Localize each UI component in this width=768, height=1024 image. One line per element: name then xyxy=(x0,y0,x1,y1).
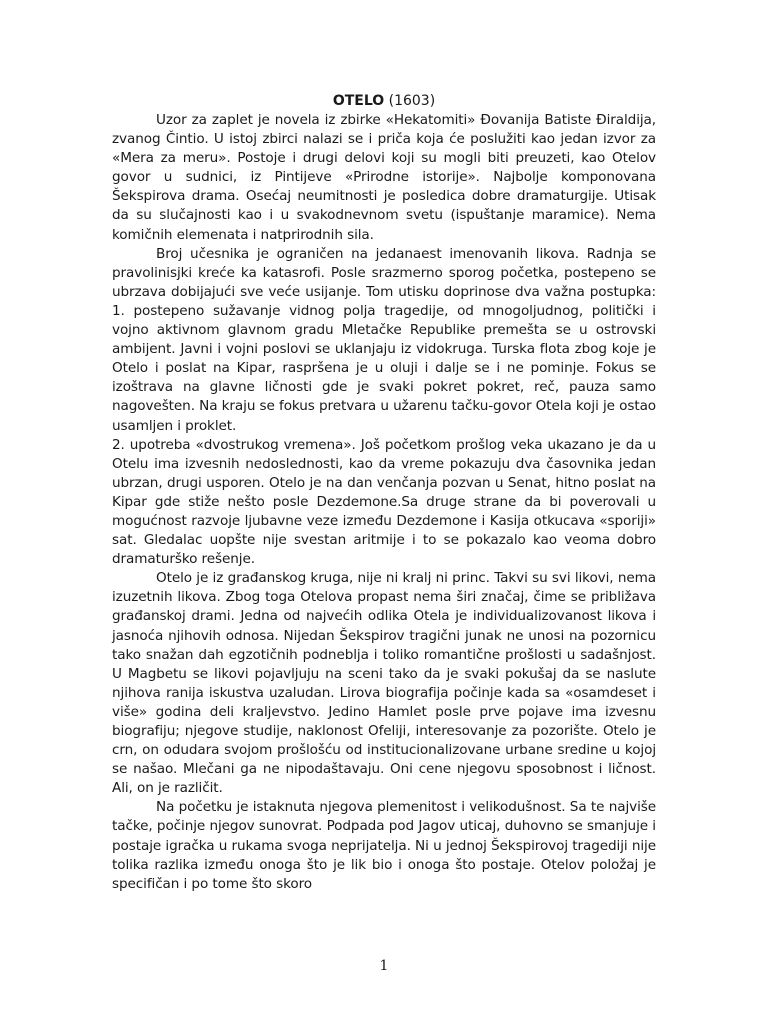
paragraph-3: 2. upotreba «dvostrukog vremena». Još početkom prošlog veka ukazano je da u Otelu ima izvesnih nedoslednosti, kao da vreme pokazuju dva časovnika jedan ubrzan, drugi usporen. Otelo je na dan venčanja pozvan u Senat, hitno poslat na Kipar gde stiže nešto posle Dezdemone.Sa druge strane da bi poverovali u mogućnost razvoje ljubavne veze između Dezdemone i Kasija otkucava «sporiji» sat. Gledalac uopšte nije svestan aritmije i to se pokazalo kao veoma dobro dramaturško rešenje. xyxy=(112,436,656,568)
page-number: 1 xyxy=(379,958,389,974)
document-year: (1603) xyxy=(388,93,436,109)
document-title: OTELO xyxy=(332,93,385,109)
paragraph-1: Uzor za zaplet je novela iz zbirke «Hekatomiti» Đovanija Batiste Điraldija, zvanog Čintio. U istoj zbirci nalazi se i priča koja će poslužiti kao jedan izvor za «Mera za meru». Postoje i drugi delovi koji su mogli biti preuzeti, kao Otelov govor u sudnici, iz Pintijeve «Prirodne istorije». Najbolje komponovana Šekspirova drama. Osećaj neumitnosti je posledica dobre dramaturgije. Utisak da su slučajnosti kao i u svakodnevnom svetu (ispuštanje maramice). Nema komičnih elemenata i natprirodnih sila. xyxy=(112,112,656,243)
paragraph-4: Otelo je iz građanskog kruga, nije ni kralj ni princ. Takvi su svi likovi, nema izuzetnih likova. Zbog toga Otelova propast nema širi značaj, čime se približava građanskoj drami. Jedna od najvećih odlika Otela je individualizovanost likova i jasnoća njihovih odnosa. Nijedan Šekspirov tragični junak ne unosi na pozornicu tako snažan dah egzotičnih podneblja i toliko romantične prošlosti u sadašnjost. U Magbetu se likovi pojavljuju na sceni tako da je svaki pokušaj da se naslute njihova ranija iskustva uzaludan. Lirova biografija počinje kada sa «osamdeset i više» godina deli kraljevstvo. Jedino Hamlet posle prve pojave ima izvesnu biografiju; njegove studije, naklonost Ofeliji, interesovanje za pozorište. Otelo je crn, on odudara svojom prošlošću od institucionalizovane urbane sredine u kojoj se našao. Mlečani ga ne nipodaštavaju. Oni cene njegovu sposobnost i ličnost. Ali, on je različit. xyxy=(112,570,656,797)
paragraph-5: Na početku je istaknuta njegova plemenitost i velikodušnost. Sa te najviše tačke, počinje njegov sunovrat. Podpada pod Jagov uticaj, duhovno se smanjuje i postaje igračka u rukama svoga neprijatelja. Ni u jednoj Šekspirovoj tragediji nije tolika razlika između onoga što je lik bio i onoga što postaje. Otelov položaj je specifičan i po tome što skoro xyxy=(112,799,656,892)
document-heading xyxy=(112,92,656,111)
document-page xyxy=(112,92,656,894)
paragraph-2: Broj učesnika je ograničen na jedanaest imenovanih likova. Radnja se pravolinisjki kreće ka katasrofi. Posle srazmerno sporog početka, postepeno se ubrzava dobijajući sve veće usijanje. Tom utisku doprinose dva važna postupka: 1. postepeno sužavanje vidnog polja tragedije, od mnogoljudnog, politički i vojno aktivnom glavnom gradu Mletačke Republike premešta se u ostrovski ambijent. Javni i vojni poslovi se uklanjaju iz vidokruga. Turska flota zbog koje je Otelo i poslat na Kipar, raspršena je u oluji i dalje se i ne pominje. Fokus se izoštrava na glavne ličnosti gde je svaki pokret pokret, reč, pauza samo nagovešten. Na kraju se fokus pretvara u užarenu tačku-govor Otela koji je ostao usamljen i proklet. xyxy=(112,245,657,434)
